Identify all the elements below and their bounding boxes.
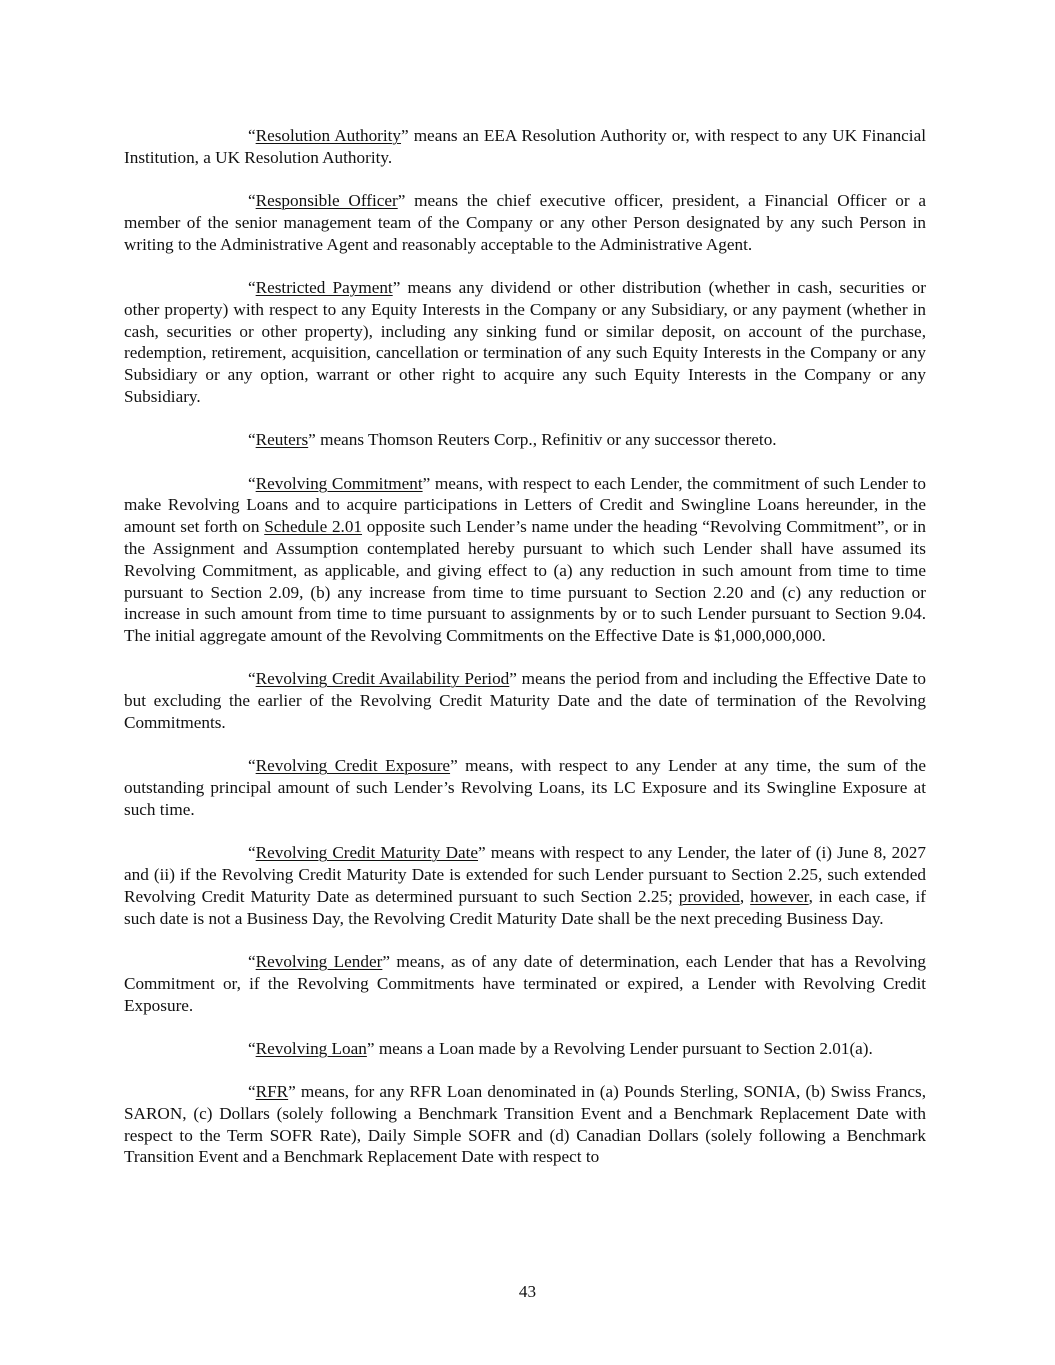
however-term: however: [750, 886, 809, 906]
definition-text: means any dividend or other distribution (whether in cash, securities or other property) with respect to any Equity Interests in the Company or any Subsidiary, or any payment (whether in cash, securities or other property), including any sinking fund or similar deposit, on account of the purchase, redemption, retirement, acquisition, cancellation or termination of any such Equity Interests in the Company or any Subsidiary or any option, warrant or other right to acquire any such Equity Interests in the Company or any Subsidiary.: [124, 277, 926, 406]
definition-text: means Thomson Reuters Corp., Refinitiv or any successor thereto.: [315, 430, 777, 450]
defined-term: Resolution Authority: [255, 126, 402, 145]
open-quote: “: [248, 951, 256, 971]
definition-revolving-commitment: [124, 473, 926, 647]
definition-text: means a Loan made by a Revolving Lender pursuant to Section 2.01(a).: [374, 1038, 873, 1058]
close-quote: ”: [422, 473, 431, 493]
defined-term: Revolving Credit Exposure: [255, 756, 451, 776]
close-quote: ”: [366, 1038, 375, 1058]
close-quote: ”: [509, 669, 517, 689]
definition-text: means an EEA Resolution Authority or, with respect to any UK Financial Institution, a UK Resolution Authority.: [124, 126, 926, 167]
definition-text: opposite such Lender’s name under the heading “Revolving Commitment”, or in the Assignment and Assumption contemplated hereby pursuant to which such Lender shall have assumed its Revolving Commitment, as applicable, and giving effect to (a) any reduction in such amount from time to time pursuant to Section 2.09, (b) any increase from time to time pursuant to Section 2.20 and (c) any reduction or increase in such amount from time to time pursuant to assignments by or to such Lender pursuant to Section 9.04. The initial aggregate amount of the Revolving Commitments on the Effective Date is $1,000,000,000.: [124, 517, 926, 646]
definition-text: means, as of any date of determination, each Lender that has a Revolving Commitment or, if the Revolving Commitments have terminated or expired, a Lender with Revolving Credit Exposure.: [124, 951, 926, 1015]
close-quote: ”: [401, 126, 409, 145]
definition-text: means, with respect to any Lender at any time, the sum of the outstanding principal amount of such Lender’s Revolving Loans, its LC Exposure and its Swingline Exposure at such time.: [124, 756, 926, 819]
defined-term: Revolving Commitment: [255, 473, 423, 493]
open-quote: “: [248, 277, 256, 297]
defined-term: Restricted Payment: [255, 277, 393, 297]
close-quote: ”: [392, 277, 401, 297]
definition-revolving-loan: [124, 1038, 926, 1060]
definition-resolution-authority: [124, 125, 926, 169]
definition-text: means the period from and including the Effective Date to but excluding the earlier of the Revolving Credit Maturity Date and the date of termination of the Revolving Commitments.: [124, 669, 926, 733]
definition-text: means, for any RFR Loan denominated in (a) Pounds Sterling, SONIA, (b) Swiss Francs, SARON, (c) Dollars (solely following a Benchmark Transition Event and a Benchmark Replacement Date with respect to the Term SOFR Rate), Daily Simple SOFR and (d) Canadian Dollars (solely following a Benchmark Transition Event and a Benchmark Replacement Date with respect to: [124, 1082, 926, 1167]
definition-restricted-payment: [124, 277, 926, 408]
definition-text: , in each case, if such date is not a Business Day, the Revolving Credit Maturity Date shall be the next preceding Business Day.: [124, 886, 926, 928]
definition-revolving-credit-availability-period: [124, 668, 926, 733]
defined-term: Responsible Officer: [255, 191, 398, 211]
close-quote: ”: [397, 191, 406, 211]
definition-text: means, with respect to each Lender, the commitment of such Lender to make Revolving Loans and to acquire participations in Letters of Credit and Swingline Loans hereunder, in the amount set forth on: [124, 473, 926, 537]
definitions-body: [124, 125, 926, 1190]
open-quote: “: [248, 430, 256, 450]
defined-term: Revolving Lender: [255, 951, 383, 971]
definition-revolving-credit-exposure: [124, 755, 926, 820]
definition-rfr: [124, 1081, 926, 1168]
close-quote: ”: [478, 843, 486, 863]
definition-reuters: [124, 429, 926, 451]
open-quote: “: [248, 1038, 256, 1058]
schedule-reference: Schedule 2.01: [264, 517, 363, 537]
defined-term: Revolving Loan: [255, 1038, 367, 1058]
open-quote: “: [248, 669, 256, 689]
defined-term: RFR: [255, 1082, 289, 1102]
definition-text: means the chief executive officer, president, a Financial Officer or a member of the senior management team of the Company or any other Person designated by any such Person in writing to the Administrative Agent and reasonably acceptable to the Administrative Agent.: [124, 191, 926, 254]
open-quote: “: [248, 843, 256, 863]
open-quote: “: [248, 191, 256, 211]
defined-term: Reuters: [255, 430, 309, 450]
open-quote: “: [248, 756, 256, 776]
page-number: 43: [518, 1282, 537, 1301]
defined-term: Revolving Credit Availability Period: [255, 669, 510, 689]
comma-separator: ,: [739, 886, 751, 906]
definition-revolving-lender: [124, 951, 926, 1016]
defined-term: Revolving Credit Maturity Date: [255, 843, 479, 863]
definition-responsible-officer: [124, 190, 926, 255]
provided-term: provided: [678, 886, 740, 906]
definition-text: means with respect to any Lender, the later of (i) June 8, 2027 and (ii) if the Revolving Credit Maturity Date is extended for such Lender pursuant to Section 2.25, such extended Revolving Credit Maturity Date as determined pursuant to such Section 2.25;: [124, 843, 926, 906]
close-quote: ”: [308, 430, 316, 450]
open-quote: “: [248, 126, 256, 145]
definition-revolving-credit-maturity-date: [124, 842, 926, 929]
close-quote: ”: [288, 1082, 296, 1102]
open-quote: “: [248, 473, 256, 493]
close-quote: ”: [382, 951, 390, 971]
close-quote: ”: [450, 756, 458, 776]
open-quote: “: [248, 1082, 256, 1102]
